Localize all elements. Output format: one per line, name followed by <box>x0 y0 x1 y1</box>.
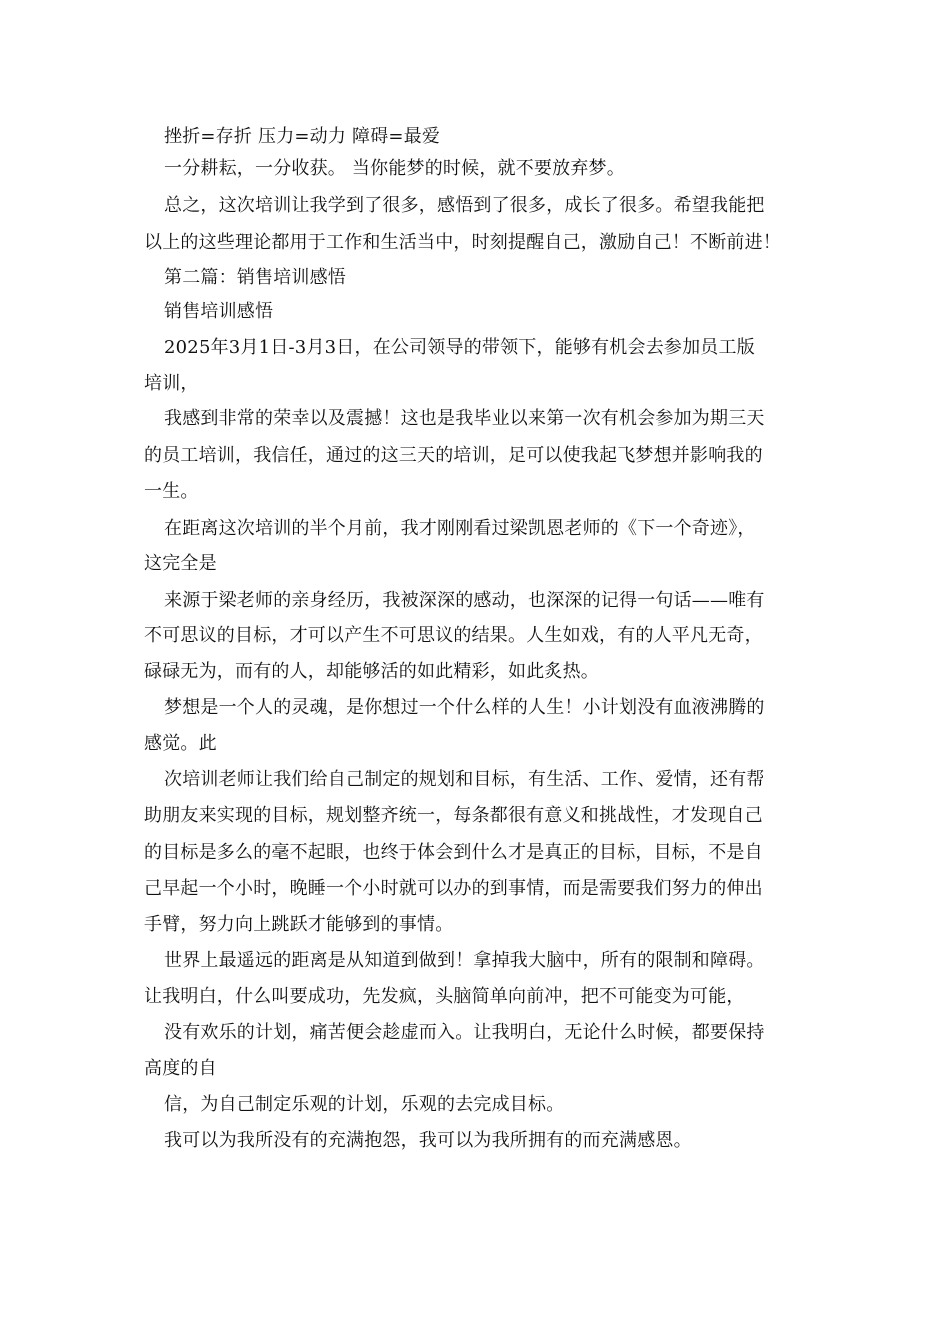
text-line: 来源于梁老师的亲身经历，我被深深的感动，也深深的记得一句话——唯有 <box>164 590 765 611</box>
section-heading: 第二篇：销售培训感悟 <box>164 267 346 288</box>
text-line: 没有欢乐的计划，痛苦便会趁虚而入。让我明白，无论什么时候，都要保持 <box>164 1022 765 1043</box>
text-line: 助朋友来实现的目标，规划整齐统一，每条都很有意义和挑战性，才发现自己 <box>144 805 763 826</box>
text-line: 一生。 <box>144 481 199 502</box>
text-line: 碌碌无为，而有的人，却能够活的如此精彩，如此炙热。 <box>144 661 599 682</box>
text-line: 高度的自 <box>144 1058 217 1079</box>
text-line: 一分耕耘，一分收获。 当你能梦的时候，就不要放弃梦。 <box>164 158 625 179</box>
text-line: 的目标是多么的毫不起眼，也终于体会到什么才是真正的目标，目标，不是自 <box>144 842 763 863</box>
text-line: 这完全是 <box>144 553 217 574</box>
text-line: 培训， <box>144 373 199 394</box>
text-line: 次培训老师让我们给自己制定的规划和目标，有生活、工作、爱情，还有帮 <box>164 769 765 790</box>
text-line: 己早起一个小时，晚睡一个小时就可以办的到事情，而是需要我们努力的伸出 <box>144 878 763 899</box>
text-line: 让我明白，什么叫要成功，先发疯，头脑简单向前冲，把不可能变为可能， <box>144 986 745 1007</box>
text-line: 世界上最遥远的距离是从知道到做到！拿掉我大脑中，所有的限制和障碍。 <box>164 950 765 971</box>
text-line: 感觉。此 <box>144 733 217 754</box>
text-line: 以上的这些理论都用于工作和生活当中，时刻提醒自己，激励自己！不断前进！ <box>144 232 781 253</box>
text-line: 挫折=存折 压力=动力 障碍=最爱 <box>164 126 441 147</box>
text-line: 我可以为我所没有的充满抱怨，我可以为我所拥有的而充满感恩。 <box>164 1130 692 1151</box>
text-line: 梦想是一个人的灵魂，是你想过一个什么样的人生！小计划没有血液沸腾的 <box>164 697 765 718</box>
text-line: 的员工培训，我信任，通过的这三天的培训，足可以使我起飞梦想并影响我的 <box>144 445 763 466</box>
text-line: 我感到非常的荣幸以及震撼！这也是我毕业以来第一次有机会参加为期三天 <box>164 408 765 429</box>
text-line: 2025年3月1日-3月3日，在公司领导的带领下，能够有机会去参加员工版 <box>164 337 755 358</box>
text-line: 不可思议的目标，才可以产生不可思议的结果。人生如戏，有的人平凡无奇， <box>144 625 763 646</box>
text-line: 总之，这次培训让我学到了很多，感悟到了很多，成长了很多。希望我能把 <box>164 195 765 216</box>
text-line: 信，为自己制定乐观的计划，乐观的去完成目标。 <box>164 1094 565 1115</box>
section-title: 销售培训感悟 <box>164 301 274 322</box>
text-line: 在距离这次培训的半个月前，我才刚刚看过梁凯恩老师的《下一个奇迹》， <box>164 518 756 539</box>
text-line: 手臂，努力向上跳跃才能够到的事情。 <box>144 914 454 935</box>
